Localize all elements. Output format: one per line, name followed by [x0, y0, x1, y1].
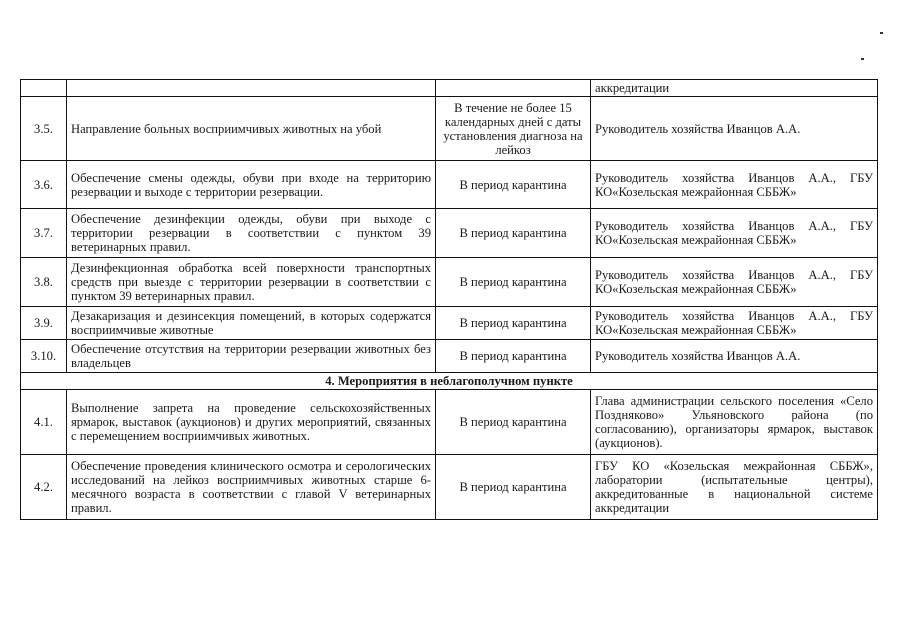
table-row — [21, 80, 878, 97]
table-row — [21, 455, 878, 520]
measure-cell: Дезинфекционная обработка всей поверхности транспортных средств при выезде с территории резервации в соответствии с пунктом 39 ветеринарных правил. — [67, 258, 436, 307]
row-number: 4.2. — [21, 455, 67, 520]
responsible-cell: ГБУ КО «Козельская межрайонная СББЖ», лаборатории (испытательные центры), аккредитованные в национальной системе аккредитации — [591, 455, 878, 520]
row-number: 3.7. — [21, 209, 67, 258]
scan-speck — [861, 58, 864, 60]
row-number: 4.1. — [21, 390, 67, 455]
responsible-cell: аккредитации — [591, 80, 878, 97]
row-number: 3.8. — [21, 258, 67, 307]
responsible-cell: Руководитель хозяйства Иванцов А.А., ГБУ КО«Козельская межрайонная СББЖ» — [591, 307, 878, 340]
measure-cell: Обеспечение смены одежды, обуви при входе на территорию резервации и выходе с территории резервации. — [67, 161, 436, 209]
row-number — [21, 80, 67, 97]
period-cell: В течение не более 15 календарных дней с даты установления диагноза на лейкоз — [436, 97, 591, 161]
row-number: 3.6. — [21, 161, 67, 209]
measure-cell — [67, 80, 436, 97]
row-number: 3.10. — [21, 340, 67, 373]
period-cell: В период карантина — [436, 258, 591, 307]
table-row — [21, 340, 878, 373]
period-cell — [436, 80, 591, 97]
responsible-cell: Глава администрации сельского поселения «Село Поздняково» Ульяновского района (по согласованию), организаторы ярмарок, выставок (аукционов). — [591, 390, 878, 455]
section-header-row — [21, 373, 878, 390]
table-row — [21, 209, 878, 258]
measure-cell: Направление больных восприимчивых животных на убой — [67, 97, 436, 161]
measure-cell: Обеспечение дезинфекции одежды, обуви при выходе с территории резервации в соответствии с пунктом 39 ветеринарных правил. — [67, 209, 436, 258]
table-row — [21, 390, 878, 455]
period-cell: В период карантина — [436, 161, 591, 209]
measure-cell: Обеспечение проведения клинического осмотра и серологических исследований на лейкоз восприимчивых животных старше 6-месячного возраста в соответствии с главой V ветеринарных правил. — [67, 455, 436, 520]
table-row — [21, 307, 878, 340]
period-cell: В период карантина — [436, 390, 591, 455]
table-row — [21, 161, 878, 209]
table-row — [21, 97, 878, 161]
responsible-cell: Руководитель хозяйства Иванцов А.А., ГБУ КО«Козельская межрайонная СББЖ» — [591, 209, 878, 258]
responsible-cell: Руководитель хозяйства Иванцов А.А., ГБУ КО«Козельская межрайонная СББЖ» — [591, 258, 878, 307]
measure-cell: Обеспечение отсутствия на территории резервации животных без владельцев — [67, 340, 436, 373]
measures-table — [20, 79, 878, 520]
responsible-cell: Руководитель хозяйства Иванцов А.А., ГБУ КО«Козельская межрайонная СББЖ» — [591, 161, 878, 209]
responsible-cell: Руководитель хозяйства Иванцов А.А. — [591, 97, 878, 161]
period-cell: В период карантина — [436, 455, 591, 520]
period-cell: В период карантина — [436, 307, 591, 340]
row-number: 3.5. — [21, 97, 67, 161]
scan-speck — [880, 32, 883, 34]
table-row — [21, 258, 878, 307]
measure-cell: Дезакаризация и дезинсекция помещений, в которых содержатся восприимчивые животные — [67, 307, 436, 340]
measure-cell: Выполнение запрета на проведение сельскохозяйственных ярмарок, выставок (аукционов) и других мероприятий, связанных с перемещением восприимчивых животных. — [67, 390, 436, 455]
section-title: 4. Мероприятия в неблагополучном пункте — [21, 373, 878, 390]
row-number: 3.9. — [21, 307, 67, 340]
period-cell: В период карантина — [436, 209, 591, 258]
responsible-cell: Руководитель хозяйства Иванцов А.А. — [591, 340, 878, 373]
period-cell: В период карантина — [436, 340, 591, 373]
